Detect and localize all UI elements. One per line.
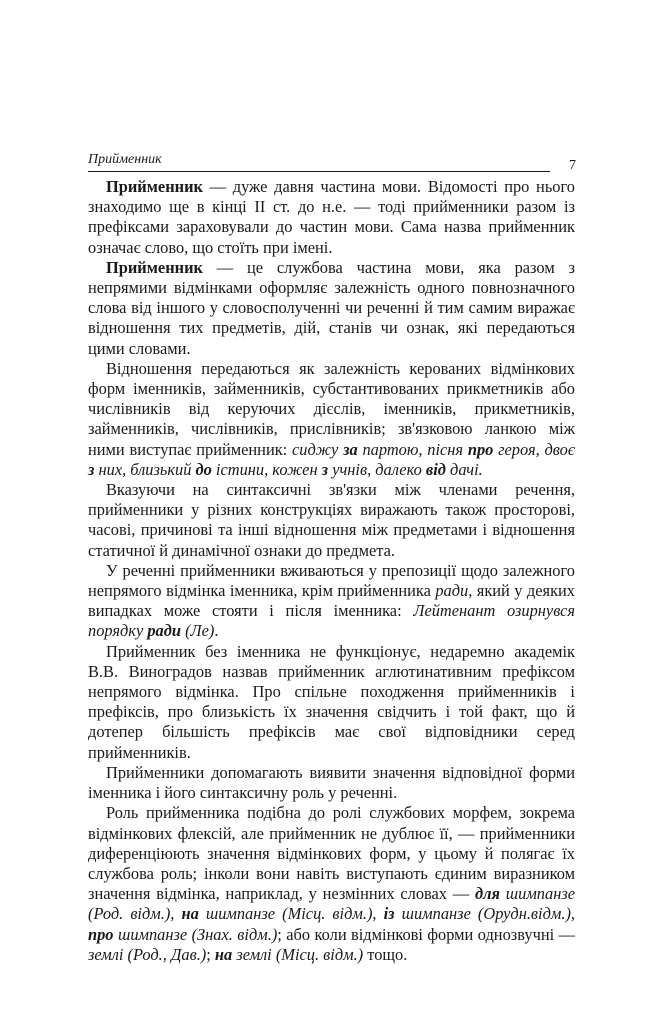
paragraph: [88, 480, 575, 561]
emphasis-run: шимпанзе (Знах. відм.): [113, 924, 278, 944]
emphasis-run: до: [195, 459, 212, 479]
text-run: Прийменники допомагають виявити значення відповідної форми іменника і його синтаксичну роль у реченні.: [88, 762, 575, 803]
body-text: [88, 177, 575, 965]
emphasis-run: землі (Місц. відм.): [232, 944, 364, 964]
text-run: Прийменник без іменника не функціонує, недаремно академік В.В. Виноградов назвав прийменник аглютинативним префіксом непрямого відмінка. Про спільне походження прийменників і префіксів, про близькість їх значення свідчить і той факт, що й дотепер більшість префіксів має свої відповідники серед прийменників.: [88, 641, 575, 762]
emphasis-run: з: [88, 459, 95, 479]
paragraph: [88, 177, 575, 258]
text-run: ;: [206, 944, 215, 964]
emphasis-run: (Ле): [180, 621, 215, 641]
text-run: тощо.: [363, 944, 408, 964]
emphasis-run: шимпанзе (Орудн.відм.),: [394, 904, 576, 924]
emphasis-run: героя, двоє: [493, 439, 575, 459]
emphasis-run: Прийменник: [106, 257, 203, 277]
emphasis-run: Лейтенант озирнувся порядку: [88, 601, 575, 641]
paragraph: [88, 561, 575, 642]
emphasis-run: ради: [435, 581, 469, 601]
text-run: Роль прийменника подібна до ролі службових морфем, зокрема відмінкових флексій, але прийменник не дублює її, — прийменники диференціюють значення відмінкових форм, у цьому й полягає їх службова роль; інколи вони навіть виступають єдиним виразником значення відмінка, наприклад, у незмінних словах —: [88, 803, 575, 904]
emphasis-run: партою, пісня: [357, 439, 468, 459]
text-run: , який у деяких випадках може стояти і після іменника:: [88, 581, 575, 621]
paragraph: [88, 642, 575, 763]
header-rule: [88, 171, 550, 172]
emphasis-run: землі (Род., Дав.): [88, 944, 207, 964]
emphasis-run: із: [383, 904, 395, 924]
emphasis-run: з: [321, 459, 329, 479]
emphasis-run: істини, кожен: [211, 459, 322, 479]
emphasis-run: для: [474, 884, 500, 904]
emphasis-run: учнів, далеко: [328, 459, 426, 479]
page-number: 7: [569, 158, 576, 173]
text-run: Відношення передаються як залежність керованих відмінкових форм іменників, займенників, субстантивованих прикметників або числівників від керуючих дієслів, іменників, прикметників, займенників, числівників, прислівників; зв'язковою ланкою між ними виступає прийменник:: [88, 358, 575, 459]
emphasis-run: на: [214, 944, 233, 964]
emphasis-run: шимпанзе (Місц. відм.),: [198, 904, 384, 924]
text-run: .: [214, 621, 219, 641]
text-run: — це службова частина мови, яка разом з непрямими відмінками оформляє залежність одного повнозначного слова від іншого у словосполученні чи реченні й тим самим виражає відношення тих предметів, дій, станів чи ознак, які передаються цими словами.: [88, 257, 575, 358]
emphasis-run: про: [88, 924, 114, 944]
paragraph: [88, 258, 575, 359]
emphasis-run: ради: [147, 621, 181, 641]
emphasis-run: них, близький: [94, 459, 196, 479]
paragraph: [88, 359, 575, 480]
text-run: У реченні прийменники вживаються у препозиції щодо залежного непрямого відмінка іменника, крім прийменника: [88, 560, 575, 601]
emphasis-run: за: [343, 439, 358, 459]
emphasis-run: на: [181, 904, 199, 924]
text-run: ; або коли відмінкові форми однозвучні —: [277, 924, 576, 944]
emphasis-run: дачі.: [445, 459, 483, 479]
paragraph: [88, 763, 575, 803]
emphasis-run: про: [467, 439, 494, 459]
text-run: — дуже давня частина мови. Відомості про нього знаходимо ще в кінці II ст. до н.е. — тоді прийменники разом із префіксами зараховували до частин мови. Сама назва прийменник означає слово, що стоїть при імені.: [88, 177, 575, 257]
emphasis-run: сиджу: [292, 439, 344, 459]
running-title: Прийменник: [88, 152, 162, 167]
emphasis-run: шимпанзе (Род. відм.),: [88, 884, 575, 924]
text-run: Вказуючи на синтаксичні зв'язки між членами речення, прийменники у різних конструкціях виражають також просторові, часові, причинові та інші відношення між предметами і відношення статичної й динамічної ознаки до предмета.: [88, 480, 575, 560]
emphasis-run: від: [425, 459, 446, 479]
paragraph: [88, 803, 575, 965]
emphasis-run: Прийменник: [106, 177, 203, 196]
